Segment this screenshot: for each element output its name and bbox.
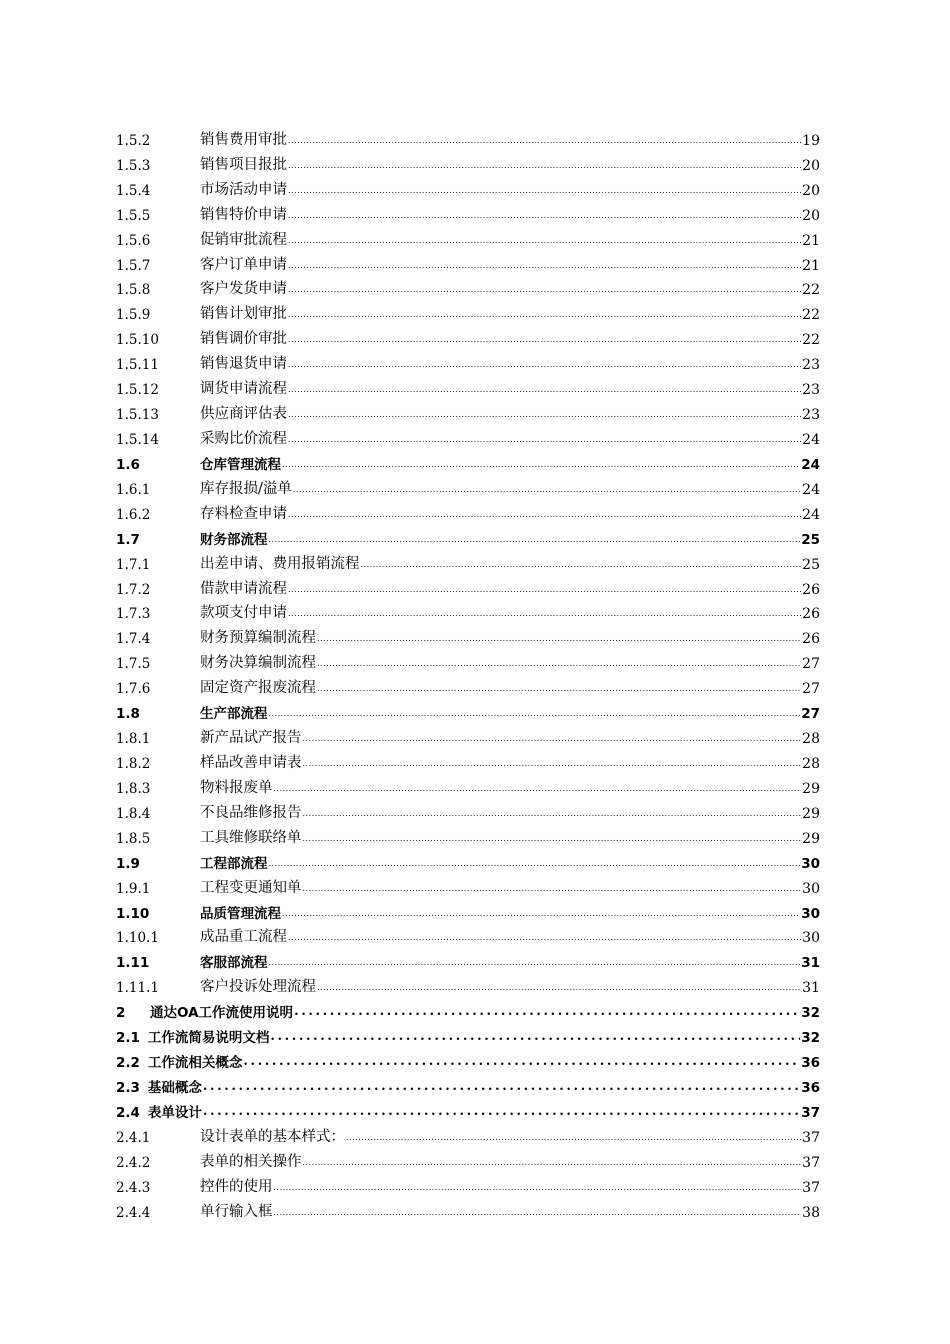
toc-title: 财务决算编制流程 — [200, 655, 316, 672]
dot-leader — [288, 311, 801, 319]
toc-title: 调货申请流程 — [200, 381, 287, 398]
toc-page-number: 23 — [802, 382, 820, 399]
toc-number: 1.6 — [116, 456, 140, 473]
toc-title: 工程变更通知单 — [200, 879, 302, 896]
toc-number: 2.4.2 — [116, 1154, 151, 1171]
toc-section-entry[interactable] — [116, 448, 820, 473]
toc-number: 1.6.2 — [116, 506, 151, 523]
toc-number: 1.5.9 — [116, 307, 151, 324]
toc-entry[interactable] — [116, 298, 820, 323]
toc-page-number: 36 — [801, 1055, 820, 1072]
toc-chapter-entry[interactable] — [116, 1021, 820, 1046]
toc-page-number: 24 — [801, 456, 820, 473]
toc-title: 工具维修联络单 — [200, 829, 302, 846]
dot-leader — [303, 885, 802, 893]
toc-entry[interactable] — [116, 971, 820, 996]
toc-title: 供应商评估表 — [200, 406, 287, 423]
toc-number: 2.4.1 — [116, 1129, 151, 1146]
toc-number: 1.8.3 — [116, 780, 151, 797]
toc-title: 设计表单的基本样式： — [200, 1128, 345, 1145]
toc-chapter-entry[interactable] — [116, 996, 820, 1021]
toc-page-number: 26 — [802, 606, 820, 623]
toc-entry[interactable] — [116, 872, 820, 897]
dot-leader — [317, 660, 801, 668]
dot-leader — [303, 835, 802, 843]
toc-number: 2.4.4 — [116, 1204, 151, 1221]
toc-entry[interactable] — [116, 1146, 820, 1171]
toc-title: 生产部流程 — [200, 706, 268, 723]
toc-number: 1.7.1 — [116, 556, 151, 573]
toc-number: 2.3 — [116, 1079, 140, 1096]
toc-page-number: 24 — [802, 481, 820, 498]
toc-title: 不良品维修报告 — [200, 804, 302, 821]
toc-section-entry[interactable] — [116, 697, 820, 722]
toc-number: 2.4 — [116, 1104, 140, 1121]
toc-title: 物料报废单 — [200, 779, 273, 796]
toc-page-number: 19 — [802, 132, 820, 149]
toc-entry[interactable] — [116, 747, 820, 772]
dot-leader — [288, 162, 801, 170]
toc-entry[interactable] — [116, 274, 820, 299]
dot-leader — [317, 984, 801, 992]
toc-number: 1.11.1 — [116, 980, 159, 997]
toc-title: 借款申请流程 — [200, 580, 287, 597]
toc-number: 2.2 — [116, 1055, 140, 1072]
dot-leader — [317, 685, 801, 693]
dot-leader — [274, 785, 802, 793]
toc-number: 1.7.6 — [116, 681, 151, 698]
toc-number: 1.8.4 — [116, 805, 151, 822]
toc-title: 销售项目报批 — [200, 156, 287, 173]
dot-leader — [288, 934, 801, 942]
toc-title: 销售退货申请 — [200, 356, 287, 373]
dot-leader — [270, 1030, 800, 1043]
dot-leader — [288, 586, 801, 594]
toc-title: 单行输入框 — [200, 1203, 273, 1220]
toc-title: 出差申请、费用报销流程 — [200, 555, 360, 572]
toc-page-number: 20 — [802, 182, 820, 199]
toc-entry[interactable] — [116, 822, 820, 847]
toc-number: 1.11 — [116, 955, 150, 972]
toc-entry[interactable] — [116, 373, 820, 398]
toc-page-number: 32 — [801, 1030, 820, 1047]
toc-number: 1.7.5 — [116, 656, 151, 673]
toc-number: 1.10.1 — [116, 930, 159, 947]
dot-leader — [303, 810, 802, 818]
toc-title: 成品重工流程 — [200, 929, 287, 946]
toc-page-number: 26 — [802, 631, 820, 648]
toc-title: 样品改善申请表 — [200, 754, 302, 771]
toc-entry[interactable] — [116, 598, 820, 623]
toc-chapter-entry[interactable] — [116, 1046, 820, 1071]
toc-number: 2.4.3 — [116, 1179, 151, 1196]
toc-page-number: 30 — [801, 905, 820, 922]
toc-number: 1.5.13 — [116, 407, 159, 424]
dot-leader — [274, 1184, 802, 1192]
toc-page-number: 28 — [802, 755, 820, 772]
dot-leader — [288, 137, 801, 145]
toc-title: 客户投诉处理流程 — [200, 979, 316, 996]
toc-page-number: 23 — [802, 357, 820, 374]
toc-title: 库存报损/溢单 — [200, 480, 292, 497]
toc-section-entry[interactable] — [116, 897, 820, 922]
dot-leader — [288, 361, 801, 369]
toc-title: 工程部流程 — [200, 855, 268, 872]
toc-section-entry[interactable] — [116, 523, 820, 548]
toc-page-number: 24 — [802, 431, 820, 448]
dot-leader — [203, 1105, 800, 1118]
toc-number: 1.5.14 — [116, 431, 159, 448]
toc-title: 客服部流程 — [200, 955, 268, 972]
toc-page-number: 29 — [802, 830, 820, 847]
dot-leader — [303, 760, 802, 768]
toc-number: 1.8.2 — [116, 755, 151, 772]
toc-number: 1.5.3 — [116, 157, 151, 174]
table-of-contents — [116, 124, 820, 1221]
toc-title: 新产品试产报告 — [200, 730, 302, 747]
toc-title: 销售费用审批 — [200, 131, 287, 148]
dot-leader — [288, 386, 801, 394]
toc-entry[interactable] — [116, 323, 820, 348]
toc-page-number: 32 — [801, 1005, 820, 1022]
toc-page-number: 37 — [802, 1129, 820, 1146]
toc-title: 品质管理流程 — [200, 905, 281, 922]
toc-entry[interactable] — [116, 672, 820, 697]
dot-leader — [288, 436, 801, 444]
toc-title: 固定资产报废流程 — [200, 680, 316, 697]
toc-entry[interactable] — [116, 622, 820, 647]
dot-leader — [269, 860, 801, 868]
toc-number: 1.5.12 — [116, 382, 159, 399]
dot-leader — [288, 336, 801, 344]
toc-number: 1.6.1 — [116, 481, 151, 498]
toc-number: 1.5.11 — [116, 357, 159, 374]
dot-leader — [288, 187, 801, 195]
toc-entry[interactable] — [116, 772, 820, 797]
toc-number: 1.8 — [116, 706, 140, 723]
toc-entry[interactable] — [116, 423, 820, 448]
toc-page-number: 31 — [801, 955, 820, 972]
toc-page-number: 37 — [802, 1154, 820, 1171]
toc-page-number: 30 — [801, 855, 820, 872]
toc-entry[interactable] — [116, 124, 820, 149]
toc-number: 1.8.5 — [116, 830, 151, 847]
toc-entry[interactable] — [116, 398, 820, 423]
dot-leader — [361, 561, 802, 569]
toc-page-number: 20 — [802, 207, 820, 224]
toc-chapter-entry[interactable] — [116, 1071, 820, 1096]
dot-leader — [274, 1209, 802, 1217]
dot-leader — [346, 1134, 801, 1142]
toc-entry[interactable] — [116, 548, 820, 573]
toc-page-number: 30 — [802, 930, 820, 947]
toc-entry[interactable] — [116, 224, 820, 249]
toc-page-number: 36 — [801, 1079, 820, 1096]
dot-leader — [282, 461, 800, 469]
toc-entry[interactable] — [116, 797, 820, 822]
toc-page-number: 27 — [802, 656, 820, 673]
dot-leader — [288, 212, 801, 220]
toc-page-number: 22 — [802, 282, 820, 299]
toc-page-number: 25 — [802, 556, 820, 573]
toc-title: 财务预算编制流程 — [200, 630, 316, 647]
toc-title: 通达OA工作流使用说明 — [150, 1005, 294, 1022]
toc-entry[interactable] — [116, 573, 820, 598]
dot-leader — [303, 1159, 802, 1167]
toc-title: 采购比价流程 — [200, 430, 287, 447]
dot-leader — [243, 1055, 800, 1068]
toc-page-number: 31 — [802, 980, 820, 997]
toc-title: 存料检查申请 — [200, 505, 287, 522]
toc-title: 客户发货申请 — [200, 281, 287, 298]
toc-entry[interactable] — [116, 1196, 820, 1221]
toc-title: 表单设计 — [147, 1104, 202, 1121]
dot-leader — [317, 635, 801, 643]
toc-section-entry[interactable] — [116, 847, 820, 872]
toc-page-number: 37 — [801, 1104, 820, 1121]
toc-title: 财务部流程 — [200, 531, 268, 548]
toc-number: 1.8.1 — [116, 731, 151, 748]
dot-leader — [288, 411, 801, 419]
toc-number: 1.7.3 — [116, 606, 151, 623]
toc-page-number: 26 — [802, 581, 820, 598]
toc-entry[interactable] — [116, 174, 820, 199]
toc-number: 1.10 — [116, 905, 150, 922]
toc-entry[interactable] — [116, 647, 820, 672]
toc-number: 1.9.1 — [116, 880, 151, 897]
dot-leader — [288, 511, 801, 519]
toc-page-number: 21 — [802, 257, 820, 274]
toc-title: 控件的使用 — [200, 1178, 273, 1195]
toc-entry[interactable] — [116, 348, 820, 373]
toc-page-number: 30 — [802, 880, 820, 897]
toc-page-number: 29 — [802, 780, 820, 797]
toc-title: 销售特价申请 — [200, 206, 287, 223]
toc-title: 款项支付申请 — [200, 605, 287, 622]
toc-page-number: 28 — [802, 731, 820, 748]
toc-title: 市场活动申请 — [200, 181, 287, 198]
toc-number: 1.5.5 — [116, 207, 151, 224]
toc-title: 工作流简易说明文档 — [147, 1030, 270, 1047]
toc-number: 1.5.4 — [116, 182, 151, 199]
toc-title: 促销审批流程 — [200, 231, 287, 248]
dot-leader — [282, 910, 800, 918]
toc-page-number: 23 — [802, 407, 820, 424]
toc-entry[interactable] — [116, 498, 820, 523]
dot-leader — [269, 710, 801, 718]
toc-number: 1.5.10 — [116, 332, 159, 349]
toc-title: 仓库管理流程 — [200, 456, 281, 473]
toc-page-number: 24 — [802, 506, 820, 523]
toc-number: 2.1 — [116, 1030, 140, 1047]
toc-entry[interactable] — [116, 922, 820, 947]
toc-number: 1.5.6 — [116, 232, 151, 249]
toc-page-number: 21 — [802, 232, 820, 249]
dot-leader — [288, 610, 801, 618]
toc-page-number: 22 — [802, 307, 820, 324]
dot-leader — [303, 735, 802, 743]
toc-page-number: 27 — [802, 681, 820, 698]
toc-number: 2 — [116, 1005, 126, 1022]
toc-title: 表单的相关操作 — [200, 1153, 302, 1170]
toc-entry[interactable] — [116, 722, 820, 747]
toc-section-entry[interactable] — [116, 946, 820, 971]
toc-page-number: 38 — [802, 1204, 820, 1221]
toc-page-number: 37 — [802, 1179, 820, 1196]
dot-leader — [293, 486, 801, 494]
dot-leader — [269, 959, 801, 967]
toc-entry[interactable] — [116, 1121, 820, 1146]
dot-leader — [288, 262, 801, 270]
toc-page-number: 29 — [802, 805, 820, 822]
dot-leader — [294, 1005, 800, 1018]
toc-page-number: 25 — [801, 531, 820, 548]
toc-number: 1.7.4 — [116, 631, 151, 648]
toc-number: 1.5.8 — [116, 282, 151, 299]
toc-number: 1.5.7 — [116, 257, 151, 274]
toc-title: 基础概念 — [147, 1079, 202, 1096]
toc-entry[interactable] — [116, 149, 820, 174]
toc-entry[interactable] — [116, 249, 820, 274]
toc-number: 1.7.2 — [116, 581, 151, 598]
toc-title: 客户订单申请 — [200, 256, 287, 273]
toc-title: 工作流相关概念 — [147, 1055, 243, 1072]
dot-leader — [288, 286, 801, 294]
dot-leader — [288, 237, 801, 245]
dot-leader — [203, 1080, 800, 1093]
toc-entry[interactable] — [116, 473, 820, 498]
toc-page-number: 27 — [801, 706, 820, 723]
toc-entry[interactable] — [116, 199, 820, 224]
dot-leader — [269, 536, 801, 544]
toc-chapter-entry[interactable] — [116, 1096, 820, 1121]
toc-number: 1.5.2 — [116, 132, 151, 149]
toc-page-number: 20 — [802, 157, 820, 174]
toc-number: 1.7 — [116, 531, 140, 548]
toc-title: 销售调价审批 — [200, 331, 287, 348]
toc-page-number: 22 — [802, 332, 820, 349]
toc-number: 1.9 — [116, 855, 140, 872]
toc-entry[interactable] — [116, 1171, 820, 1196]
toc-title: 销售计划审批 — [200, 306, 287, 323]
